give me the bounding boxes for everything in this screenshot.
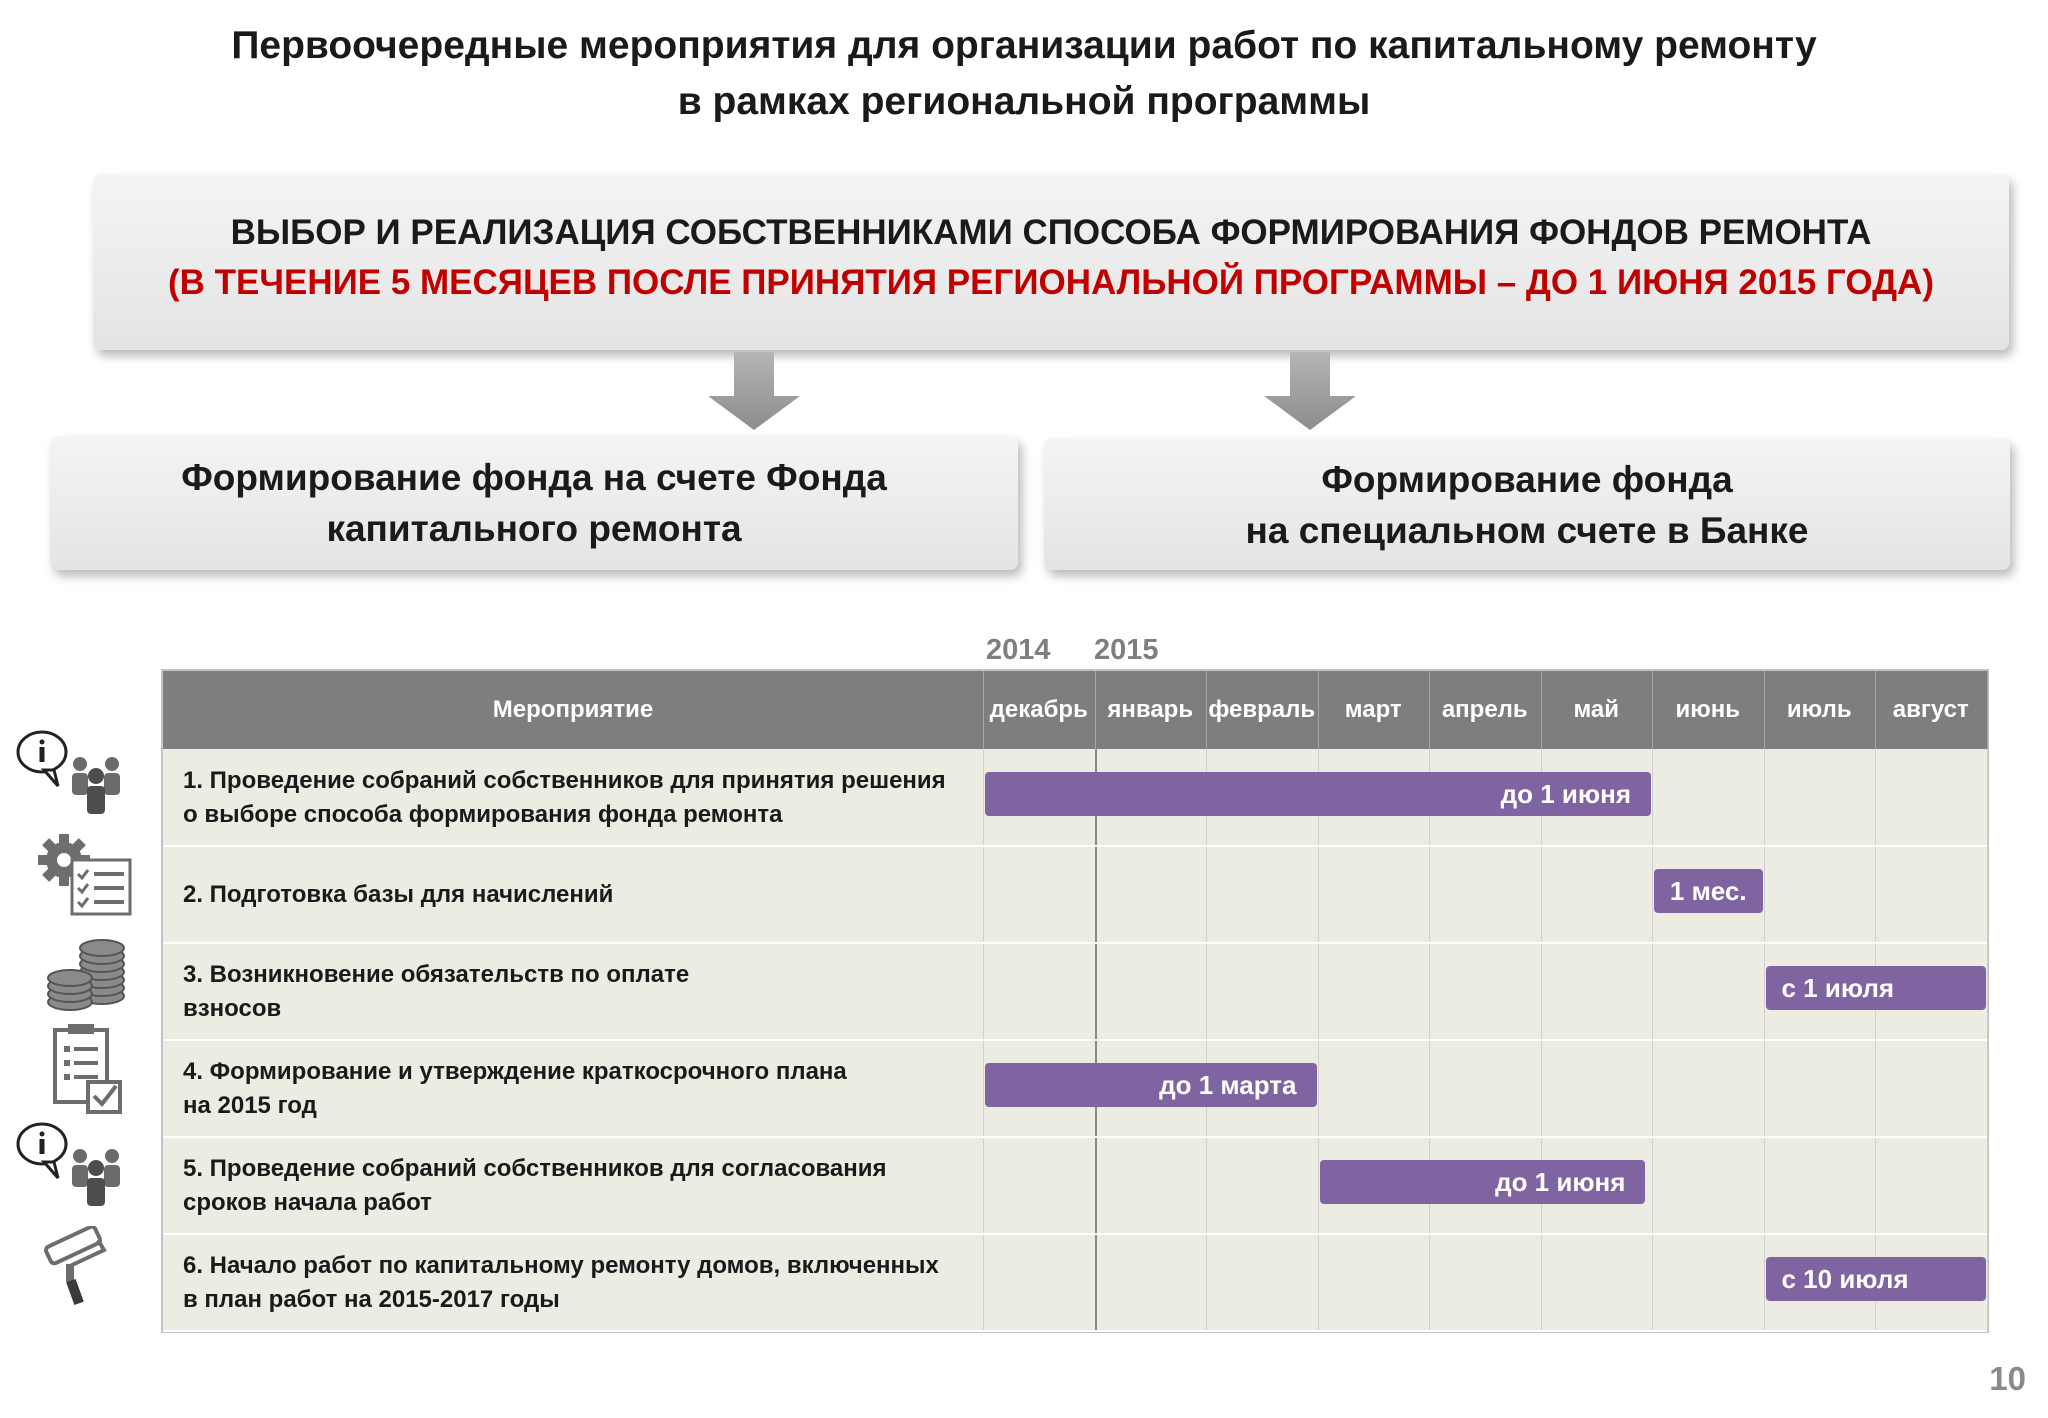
task-label-line: на 2015 год <box>183 1091 317 1119</box>
info-people-icon <box>14 1120 124 1212</box>
grid-row-line <box>163 845 1987 847</box>
header-month: апрель <box>1441 696 1528 723</box>
fund-selection-box <box>93 174 2009 350</box>
option-special-bank-account-line-1: Формирование фонда <box>1321 459 1733 500</box>
task-label-line: 4. Формирование и утверждение краткосрочного плана <box>183 1057 847 1085</box>
header-column-line <box>1095 671 1096 749</box>
plan-document-icon <box>52 1022 124 1114</box>
gantt-bar: 1 мес. <box>1654 869 1763 913</box>
page-number: 10 <box>1989 1360 2026 1397</box>
gantt-task-row <box>183 1152 963 1220</box>
title-line-1: Первоочередные мероприятия для организации работ по капитальному ремонту <box>231 24 1817 67</box>
header-month: июль <box>1786 696 1852 723</box>
year-label-2014: 2014 <box>986 634 1051 666</box>
info-people-icon <box>14 728 124 820</box>
gantt-header-row <box>163 671 1987 749</box>
task-label-line: 2. Подготовка базы для начислений <box>183 880 614 908</box>
gantt-task-row <box>183 1055 963 1123</box>
gantt-task-row <box>183 1249 963 1317</box>
arrow-down-icon <box>708 352 800 430</box>
header-column-line <box>1429 671 1430 749</box>
header-month: декабрь <box>989 696 1088 723</box>
task-label-line: взносов <box>183 994 282 1022</box>
task-label-line: 6. Начало работ по капитальному ремонту домов, включенных <box>183 1251 939 1279</box>
header-month: май <box>1573 696 1620 723</box>
header-activity: Мероприятие <box>492 696 654 723</box>
task-label-line: в план работ на 2015-2017 годы <box>183 1285 560 1313</box>
gantt-bar: до 1 июня <box>985 772 1651 816</box>
fund-selection-heading: ВЫБОР И РЕАЛИЗАЦИЯ СОБСТВЕННИКАМИ СПОСОБА ФОРМИРОВАНИЯ ФОНДОВ РЕМОНТА <box>230 213 1872 252</box>
gantt-bar: до 1 марта <box>985 1063 1317 1107</box>
header-column-line <box>1652 671 1653 749</box>
header-column-line <box>1541 671 1542 749</box>
grid-row-line <box>163 1330 1987 1332</box>
year-label-2015: 2015 <box>1094 634 1159 666</box>
task-label-line: 5. Проведение собраний собственников для согласования <box>183 1154 887 1182</box>
header-month: март <box>1344 696 1402 723</box>
header-month: январь <box>1107 696 1194 723</box>
task-label-line: 1. Проведение собраний собственников для принятия решения <box>183 766 946 794</box>
header-column-line <box>983 671 984 749</box>
gantt-bar: с 1 июля <box>1766 966 1986 1010</box>
option-fund-account <box>50 436 1018 570</box>
grid-row-line <box>163 942 1987 944</box>
header-column-line <box>1206 671 1207 749</box>
header-column-line <box>1875 671 1876 749</box>
option-fund-account-line-1: Формирование фонда на счете Фонда <box>181 457 887 498</box>
task-label-line: сроков начала работ <box>183 1188 432 1216</box>
option-fund-account-line-2: капитального ремонта <box>326 508 742 549</box>
header-month: июнь <box>1675 696 1740 723</box>
gantt-task-row <box>183 764 963 832</box>
arrow-down-icon <box>1264 352 1356 430</box>
grid-row-line <box>163 1136 1987 1138</box>
title-line-2: в рамках региональной программы <box>677 80 1371 123</box>
gear-checklist-icon <box>34 830 134 920</box>
option-special-bank-account-line-2: на специальном счете в Банке <box>1245 510 1809 551</box>
grid-row-line <box>163 1233 1987 1235</box>
header-column-line <box>1764 671 1765 749</box>
gantt-task-row <box>183 878 963 912</box>
gantt-bar: до 1 июня <box>1320 1160 1646 1204</box>
task-label-line: о выборе способа формирования фонда ремонта <box>183 800 783 828</box>
gantt-task-row <box>183 958 963 1026</box>
header-month: февраль <box>1208 696 1316 723</box>
page-title <box>0 18 2048 130</box>
fund-selection-deadline: (В ТЕЧЕНИЕ 5 МЕСЯЦЕВ ПОСЛЕ ПРИНЯТИЯ РЕГИОНАЛЬНОЙ ПРОГРАММЫ – ДО 1 ИЮНЯ 2015 ГОДА) <box>168 263 1934 302</box>
gantt-table <box>163 671 1987 1331</box>
paint-roller-icon <box>40 1226 108 1306</box>
header-column-line <box>1318 671 1319 749</box>
grid-row-line <box>163 1039 1987 1041</box>
task-label-line: 3. Возникновение обязательств по оплате <box>183 960 690 988</box>
header-month: август <box>1892 696 1969 723</box>
gantt-bar: с 10 июля <box>1766 1257 1986 1301</box>
option-special-bank-account <box>1044 438 2010 570</box>
header-column-line <box>1987 671 1988 749</box>
coins-icon <box>44 934 128 1012</box>
